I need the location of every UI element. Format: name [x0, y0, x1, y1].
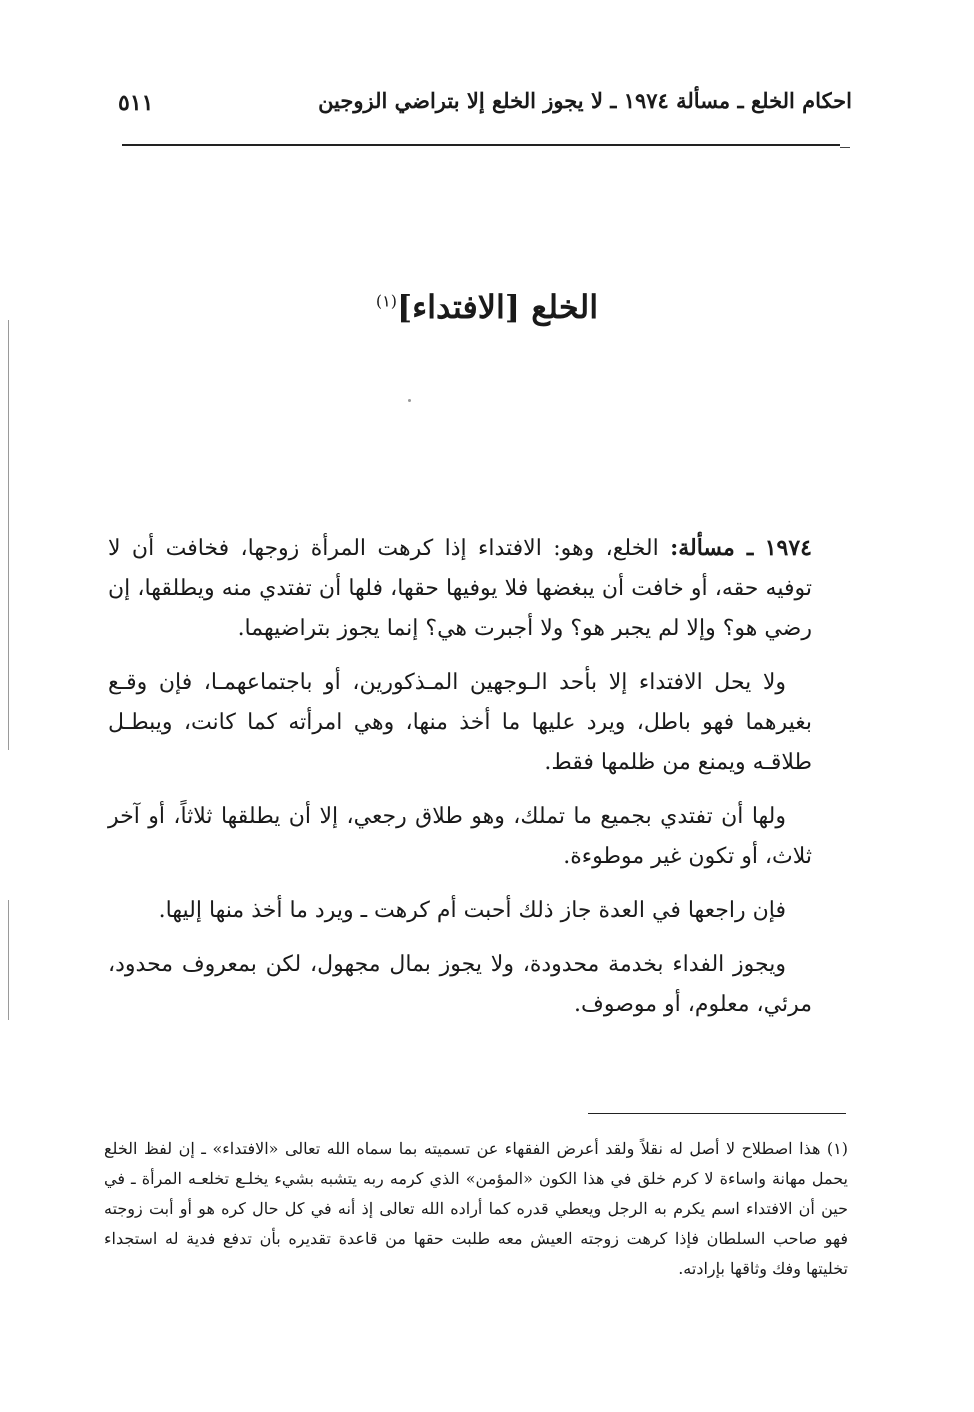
issue-paragraph [108, 528, 812, 649]
footnote-marker: (١) [826, 1139, 848, 1158]
header-rule [122, 144, 840, 146]
issue-text: الخلع، وهو: الافتداء إذا كرهت المرأة زوجها، فخافت أن لا توفيه حقه، أو خافت أن يبغضها فلا يوفيها حقها، فلها أن تفتدي منه ويطلقها، إن رضي هو؟ وإلا لم يجبر هو؟ ولا أجبرت هي؟ إنما يجوز بتراضيهما. [108, 536, 812, 641]
paragraph: فإن راجعها في العدة جاز ذلك أحبت أم كرهت ـ ويرد ما أخذ منها إليها. [158, 898, 786, 923]
body-text [108, 528, 812, 1025]
issue-label: ـ مسألة: [670, 535, 754, 561]
footnote-text: هذا اصطلاح لا أصل له نقلاً ولقد أعرض الفقهاء عن تسميته بما سماه الله تعالى «الافتداء» ـ إن لفظ الخلع يحمل مهانة واساءة لا كرم خلق في هذا الكون «المؤمن» الذي كرمه ربه يتشبه بشيء يخلـع تخلعـه المرأة ـ في حين أن الافتداء اسم يكرم به الرجل ويعطي قدره كما أراده الله تعالى إذ أنه في كل حال كره هو أو أبت زوجته فهو صاحب السلطان فإذا كرهت زوجته العيش معه طلبت حقها من قاعدة تقديره بأن تدفع فدية له استجداء تخليتها وفك وثاقها بإرادته. [104, 1139, 848, 1278]
running-head: احكام الخلع ـ مسألة ١٩٧٤ ـ لا يجوز الخلع إلا بتراضي الزوجين [318, 88, 852, 113]
chapter-title [0, 288, 974, 326]
paragraph: ويجوز الفداء بخدمة محدودة، ولا يجوز بمال مجهول، لكن بمعروف محدود، مرئي، معلوم، أو موصوف. [108, 952, 812, 1017]
page-number: ٥١١ [118, 90, 154, 116]
title-footnote-ref: (١) [375, 291, 397, 311]
issue-number: ١٩٧٤ [764, 535, 812, 561]
footnote-separator [588, 1113, 846, 1114]
scan-edge-mark [8, 320, 9, 750]
paragraph: ولها أن تفتدي بجميع ما تملك، وهو طلاق رجعي، إلا أن يطلقها ثلاثاً، أو آخر ثلاث، أو تكون غير موطوءة. [108, 804, 812, 869]
paragraph: ولا يحل الافتداء إلا بأحد الـوجهين المـذكورين، أو باجتماعهمـا، فإن وقـع بغيرهما فهو باطل، ويرد عليها ما أخذ منها، وهي امرأته كما كانت، ويبطـل طلاقـه ويمنع من ظلمها فقط. [108, 670, 812, 775]
chapter-title-text: الخلع [الافتداء] [396, 288, 599, 326]
page-header [118, 88, 852, 128]
footnote [104, 1134, 848, 1284]
scan-speck [408, 399, 411, 402]
header-rule-tail [840, 147, 850, 148]
scan-edge-mark [8, 900, 9, 1020]
